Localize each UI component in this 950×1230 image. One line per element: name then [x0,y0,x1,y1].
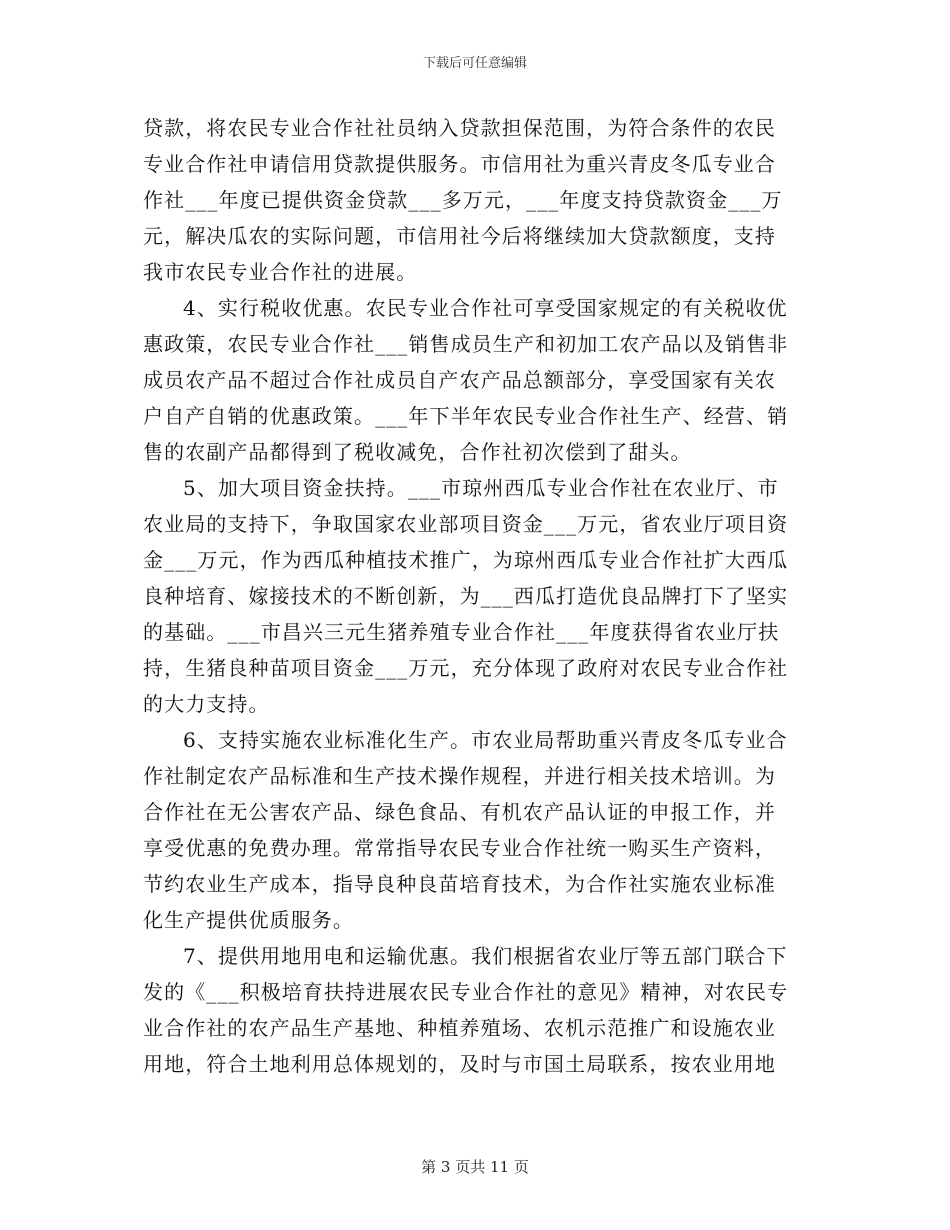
page-header-note: 下载后可任意编辑 [422,56,527,71]
text-line: 业合作社的农产品生产基地、种植养殖场、农机示范推广和设施农业 [143,1016,776,1040]
text-line: 持，生猪良种苗项目资金___万元，充分体现了政府对农民专业合作社 [143,656,789,680]
paragraph [143,290,810,470]
text-line: 专业合作社申请信用贷款提供服务。市信用社为重兴青皮冬瓜专业合 [143,152,776,176]
text-line: 农业局的支持下，争取国家农业部项目资金___万元，省农业厅项目资 [143,512,789,536]
text-line: 元，解决瓜农的实际问题，市信用社今后将继续加大贷款额度，支持 [143,224,776,248]
text-line: 作社制定农产品标准和生产技术操作规程，并进行相关技术培训。为 [143,764,776,788]
text-line: 7、提供用地用电和运输优惠。我们根据省农业厅等五部门联合下 [183,944,788,968]
paragraph [143,110,810,290]
text-line: 化生产提供优质服务。 [143,908,354,932]
text-line: 良种培育、嫁接技术的不断创新，为___西瓜打造优良品牌打下了坚实 [143,584,789,608]
text-line: 用地，符合土地利用总体规划的，及时与市国土局联系，按农业用地 [143,1052,776,1076]
text-line: 4、实行税收优惠。农民专业合作社可享受国家规定的有关税收优 [183,296,788,320]
paragraph [143,470,810,722]
text-line: 享受优惠的免费办理。常常指导农民专业合作社统一购买生产资料， [143,836,776,860]
text-line: 成员农产品不超过合作社成员自产农产品总额部分，享受国家有关农 [143,368,776,392]
page-number-footer: 第 3 页共 11 页 [421,1158,529,1176]
text-line: 的基础。___市昌兴三元生猪养殖专业合作社___年度获得省农业厅扶 [143,620,780,644]
text-line: 节约农业生产成本，指导良种良苗培育技术，为合作社实施农业标准 [143,872,776,896]
text-line: 5、加大项目资金扶持。___市琼州西瓜专业合作社在农业厅、市 [183,476,779,500]
document-body [143,110,810,1082]
text-line: 我市农民专业合作社的进展。 [143,260,418,284]
text-line: 贷款，将农民专业合作社社员纳入贷款担保范围，为符合条件的农民 [143,116,776,140]
paragraph [143,938,810,1082]
text-line: 6、支持实施农业标准化生产。市农业局帮助重兴青皮冬瓜专业合 [183,728,788,752]
text-line: 合作社在无公害农产品、绿色食品、有机农产品认证的申报工作，并 [143,800,776,824]
text-line: 惠政策，农民专业合作社___销售成员生产和初加工农产品以及销售非 [143,332,789,356]
text-line: 发的《___积极培育扶持进展农民专业合作社的意见》精神，对农民专 [143,980,789,1004]
text-line: 户自产自销的优惠政策。___年下半年农民专业合作社生产、经营、销 [143,404,789,428]
text-line: 的大力支持。 [143,692,270,716]
text-line: 金___万元，作为西瓜种植技术推广，为琼州西瓜专业合作社扩大西瓜 [143,548,789,572]
text-line: 售的农副产品都得到了税收减免，合作社初次偿到了甜头。 [143,440,692,464]
paragraph [143,722,810,938]
text-line: 作社___年度已提供资金贷款___多万元，___年度支持贷款资金___万 [143,188,783,212]
